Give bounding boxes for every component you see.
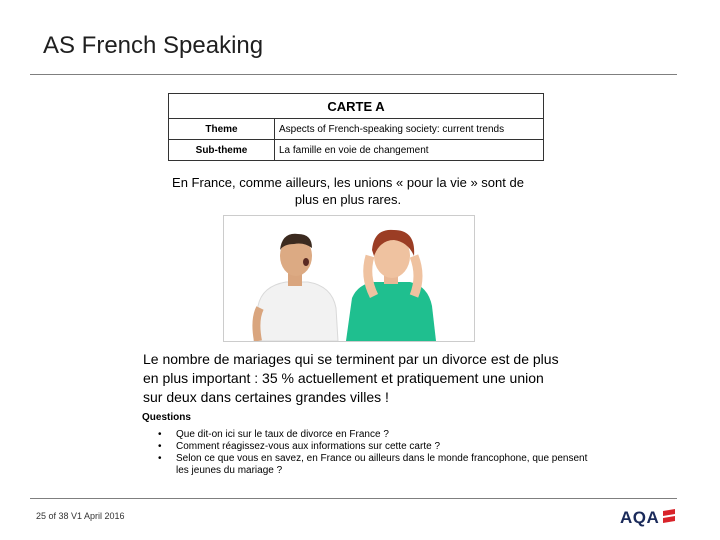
questions-list (158, 429, 598, 477)
card-row-value: La famille en voie de changement (275, 140, 544, 161)
card-row-value: Aspects of French-speaking society: current trends (275, 119, 544, 140)
question-item: • Comment réagissez-vous aux informations sur cette carte ? (158, 441, 598, 453)
slide-footer: 25 of 38 V1 April 2016 (36, 511, 125, 521)
card-row-label: Theme (169, 119, 275, 140)
card-headline: En France, comme ailleurs, les unions « pour la vie » sont de plus en plus rares. (172, 175, 524, 207)
logo-mark-icon (661, 508, 677, 531)
card-header: CARTE A (169, 94, 544, 119)
card-table (168, 93, 544, 161)
card-header-row (169, 94, 544, 119)
couple-arguing-photo (223, 215, 475, 342)
question-item: • Selon ce que vous en savez, en France ou ailleurs dans le monde francophone, que pensent les jeunes du mariage ? (158, 453, 598, 477)
slide-title: AS French Speaking (43, 32, 264, 59)
questions-title: Questions (142, 412, 191, 423)
card-body-text: Le nombre de mariages qui se terminent par un divorce est de plus en plus important : 35 % actuellement et pratiquement une union sur deux dans certaines grandes villes ! (143, 351, 559, 405)
title-divider (30, 74, 677, 75)
card-row-subtheme (169, 140, 544, 161)
logo-text: AQA (620, 508, 660, 527)
question-item: • Que dit-on ici sur le taux de divorce en France ? (158, 429, 598, 441)
card-row-theme (169, 119, 544, 140)
card-row-label: Sub-theme (169, 140, 275, 161)
footer-divider (30, 498, 677, 499)
aqa-logo (620, 508, 677, 531)
